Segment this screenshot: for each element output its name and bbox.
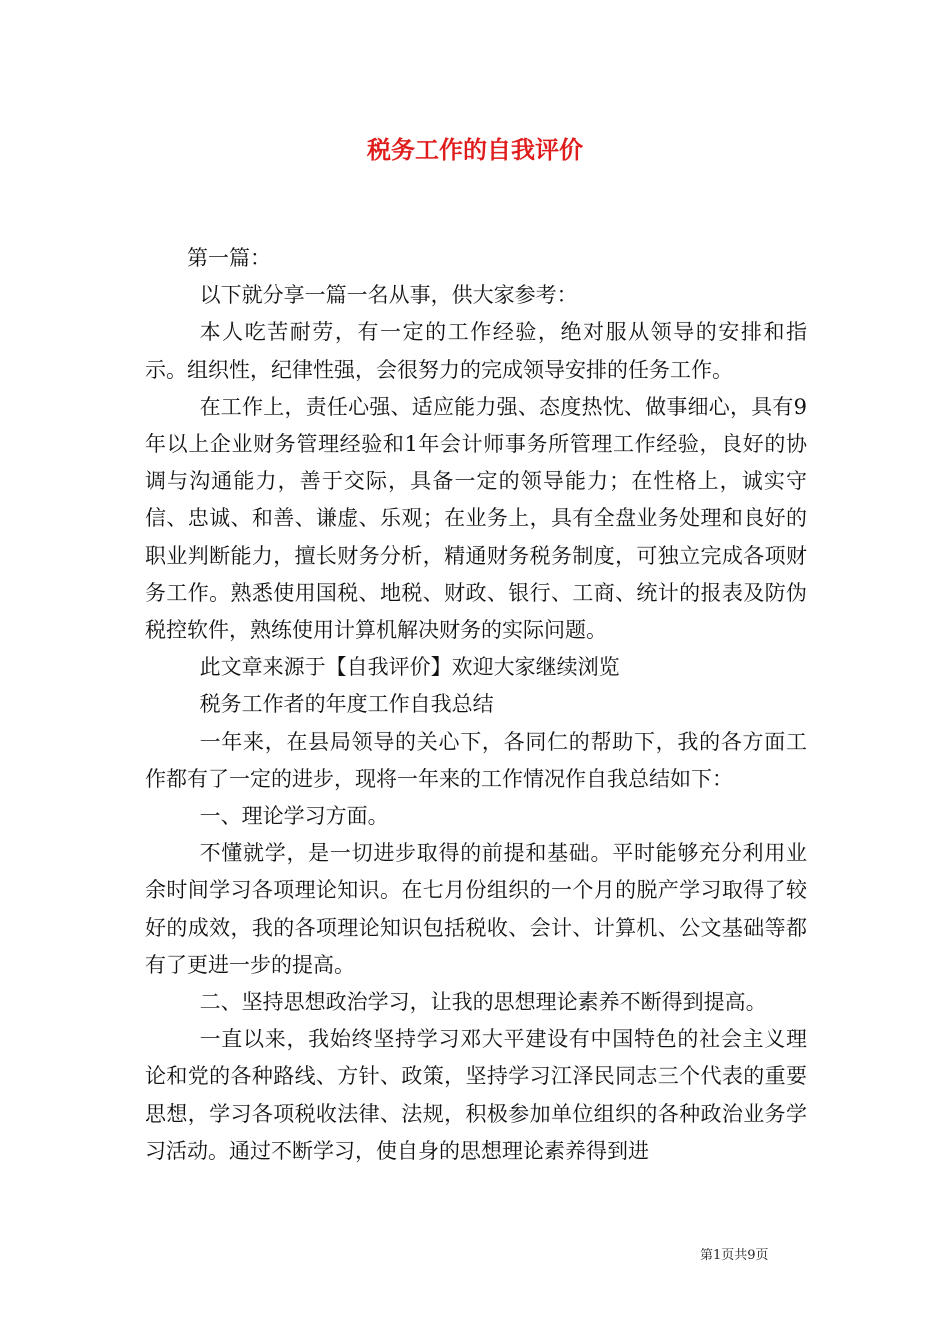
paragraph: 不懂就学，是一切进步取得的前提和基础。平时能够充分利用业余时间学习各项理论知识。在七月份组织的一个月的脱产学习取得了较好的成效，我的各项理论知识包括税收、会计、计算机、公文基础等都有了更进一步的提高。	[145, 841, 807, 977]
paragraph-subtitle: 税务工作者的年度工作自我总结	[199, 692, 494, 717]
page-number: 第1页共9页	[700, 1248, 769, 1263]
paragraph: 一年来，在县局领导的关心下，各同仁的帮助下，我的各方面工作都有了一定的进步，现将一年来的工作情况作自我总结如下：	[145, 729, 807, 791]
paragraph: 在工作上，责任心强、适应能力强、态度热忱、做事细心，具有9年以上企业财务管理经验和1年会计师事务所管理工作经验，良好的协调与沟通能力，善于交际，具备一定的领导能力；在性格上，诚实守信、忠诚、和善、谦虚、乐观；在业务上，具有全盘业务处理和良好的职业判断能力，擅长财务分析，精通财务税务制度，可独立完成各项财务工作。熟悉使用国税、地税、财政、银行、工商、统计的报表及防伪税控软件，熟练使用计算机解决财务的实际问题。	[145, 394, 807, 643]
paragraph: 本人吃苦耐劳，有一定的工作经验，绝对服从领导的安排和指示。组织性，纪律性强，会很努力的完成领导安排的任务工作。	[145, 320, 807, 382]
section-heading: 一、理论学习方面。	[199, 804, 389, 829]
document-body	[145, 240, 807, 1170]
section-heading: 二、坚持思想政治学习，让我的思想理论素养不断得到提高。	[199, 990, 767, 1015]
paragraph: 一直以来，我始终坚持学习邓大平建设有中国特色的社会主义理论和党的各种路线、方针、政策，坚持学习江泽民同志三个代表的重要思想，学习各项税收法律、法规，积极参加单位组织的各种政治业务学习活动。通过不断学习，使自身的思想理论素养得到进	[145, 1027, 807, 1163]
paragraph-heading: 第一篇：	[187, 246, 271, 270]
document-title: 税务工作的自我评价	[367, 135, 583, 164]
paragraph-source: 此文章来源于【自我评价】欢迎大家继续浏览	[199, 655, 620, 680]
paragraph-intro: 以下就分享一篇一名从事，供大家参考：	[199, 283, 578, 308]
